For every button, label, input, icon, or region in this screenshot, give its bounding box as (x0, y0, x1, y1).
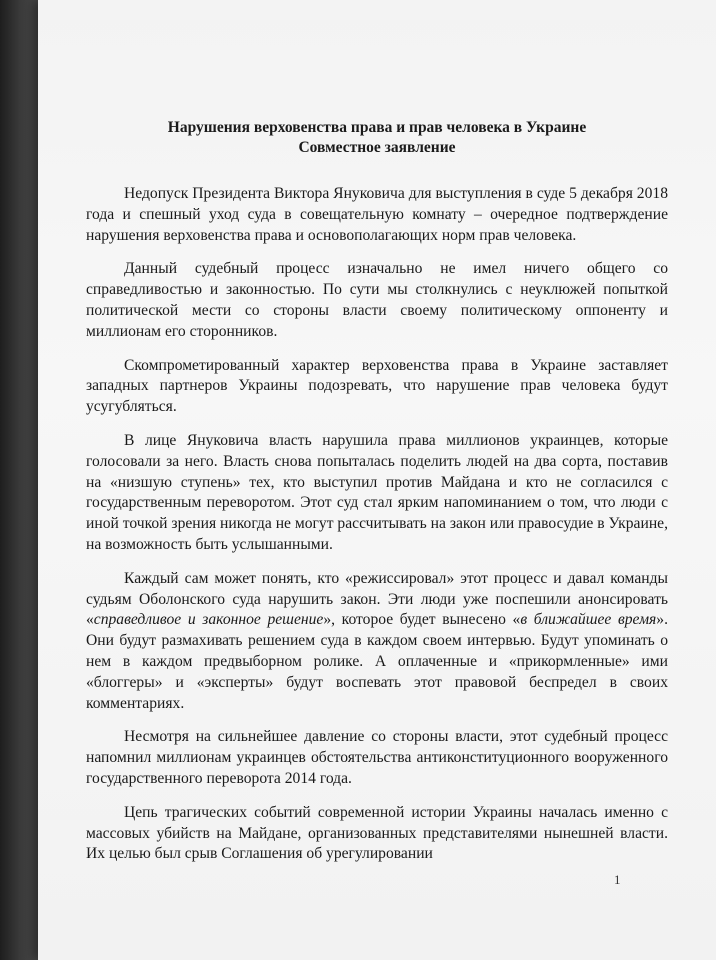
paragraph-5-quote-b: в ближайшее время (520, 611, 657, 629)
paragraph-5 (86, 569, 668, 715)
paragraph-7: Цепь трагических событий современной истории Украины началась именно с массовых убийств на Майдане, организованных представителями нынешней власти. Их целью был срыв Соглашения об урегулировании (86, 803, 668, 863)
page-number: 1 (614, 872, 621, 887)
paragraph-5-quote-a: справедливое и законное решение (93, 611, 324, 629)
paragraph-5-text-b: », которое будет вынесено « (323, 611, 521, 629)
document-title: Нарушения верховенства права и прав человека в Украине (167, 119, 587, 136)
document-page (38, 0, 716, 960)
paragraph-5-text-a: Каждый сам может понять, кто «режиссировал» этот процесс и давал команды судьям Оболонского суда нарушить закон. Эти люди уже поспешили анонсировать « (86, 569, 668, 629)
paragraph-1: Недопуск Президента Виктора Януковича для выступления в суде 5 декабря 2018 года и спешный уход суда в совещательную комнату – очередное подтверждение нарушения верховенства права и основополагающих норм прав человека. (86, 185, 668, 244)
document-subtitle: Совместное заявление (298, 139, 456, 156)
paragraph-2: Данный судебный процесс изначально не имел ничего общего со справедливостью и законностью. По сути мы столкнулись с неуклюжей попыткой политической мести со стороны власти своему политическому оппоненту и миллионам его сторонников. (86, 260, 668, 340)
paragraph-5-text-c: ». Они будут размахивать решением суда в каждом своем интервью. Будут упоминать о нем в каждом предвыборном ролике. А оплаченные и «прикормленные» ими «блоггеры» и «эксперты» будут воспевать этот правовой беспредел в своих комментариях. (86, 611, 668, 712)
paragraph-3: Скомпрометированный характер верховенства права в Украине заставляет западных партнеров Украины подозревать, что нарушение прав человека будут усугубляться. (86, 356, 668, 416)
paragraph-4: В лице Януковича власть нарушила права миллионов украинцев, которые голосовали за него. Власть снова попыталась поделить людей на два сорта, поставив на «низшую ступень» тех, кто выступил против Майдана и кто не согласился с государственным переворотом. Этот суд стал ярким напоминанием о том, что люди с иной точкой зрения никогда не могут рассчитывать на закон или правосудие в Украине, на возможность быть услышанными. (86, 431, 668, 553)
document-body (86, 118, 668, 878)
paragraph-6: Несмотря на сильнейшее давление со стороны власти, этот судебный процесс напомнил миллионам украинцев обстоятельства антиконституционного вооруженного государственного переворота 2014 года. (86, 728, 668, 787)
